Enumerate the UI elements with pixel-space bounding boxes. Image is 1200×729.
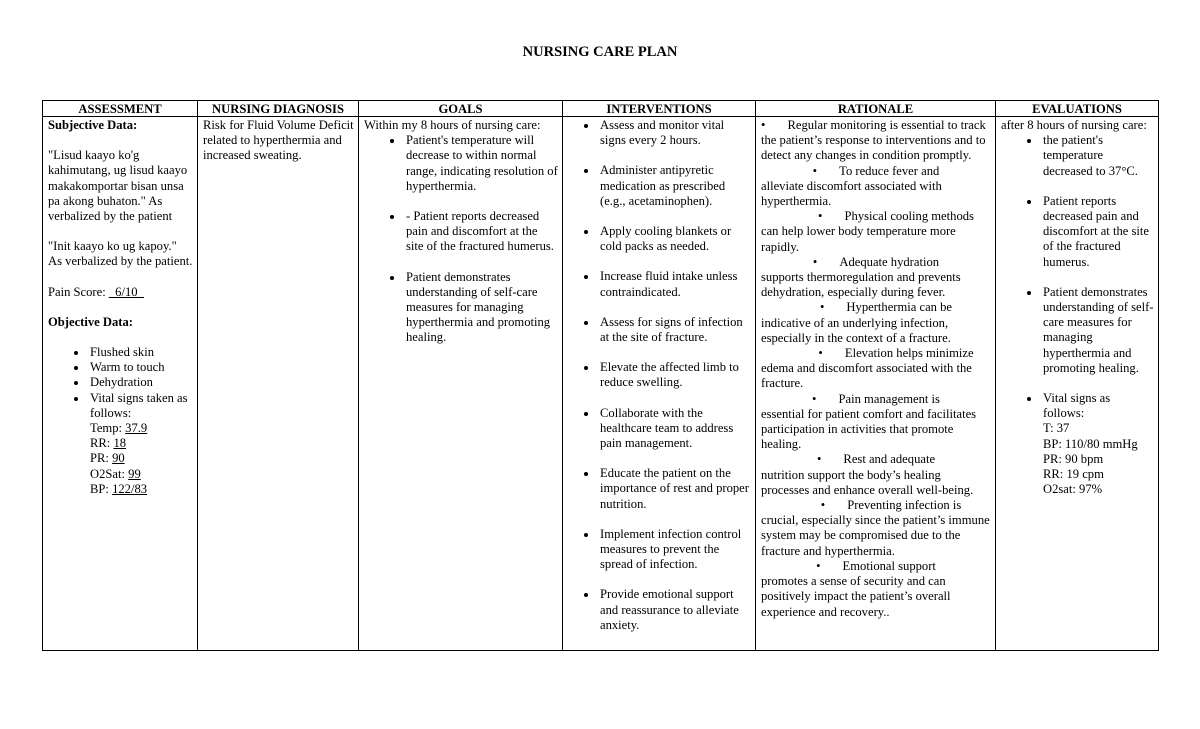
page-title: NURSING CARE PLAN: [522, 44, 678, 60]
list-item: • the patient's temperature decreased to 37°C.: [1041, 133, 1154, 179]
pain-score-value: _6/10_: [108, 284, 144, 299]
evaluations-cell: [996, 117, 1159, 651]
goals-list: [364, 133, 558, 345]
rationale-cell: [756, 117, 996, 651]
rationale-item: • Elevation helps minimize edema and discomfort associated with the fracture.: [761, 346, 974, 391]
header-rationale: RATIONALE: [756, 101, 996, 117]
list-item: • Elevate the affected limb to reduce swelling.: [598, 360, 751, 390]
header-nursing-diagnosis: NURSING DIAGNOSIS: [198, 101, 359, 117]
goals-cell: [359, 117, 563, 651]
vital-pr: PR: 90: [90, 451, 125, 466]
goals-intro: Within my 8 hours of nursing care:: [364, 118, 541, 132]
eval-vital-rr: RR: 19 cpm: [1043, 467, 1104, 482]
bullet-icon: •: [816, 558, 821, 573]
list-item: • Dehydration: [88, 375, 193, 390]
rationale-item: • Emotional support promotes a sense of security and can positively impact the patient’s overall experience and recovery..: [761, 558, 951, 619]
diagnosis-cell: [198, 117, 359, 651]
assessment-cell: [43, 117, 198, 651]
diagnosis-text: Risk for Fluid Volume Deficit related to hyperthermia and increased sweating.: [203, 118, 354, 163]
list-item: [88, 391, 193, 497]
list-item: • Provide emotional support and reassurance to alleviate anxiety.: [598, 587, 751, 633]
eval-vital-bp: BP: 110/80 mmHg: [1043, 436, 1138, 451]
patient-quote-2: "Init kaayo ko ug kapoy." As verbalized by the patient.: [48, 239, 193, 269]
bullet-icon: •: [819, 300, 825, 315]
vital-signs-intro: Vital signs taken as follows:: [90, 390, 188, 420]
evaluations-intro: after 8 hours of nursing care:: [1001, 118, 1147, 132]
list-item: • Collaborate with the healthcare team to address pain management.: [598, 406, 751, 452]
bullet-icon: •: [818, 209, 823, 224]
care-plan-table: [42, 100, 1159, 651]
list-item: • Patient reports decreased pain and discomfort at the site of the fractured humerus.: [1041, 194, 1154, 270]
eval-vital-pr: PR: 90 bpm: [1043, 451, 1104, 466]
list-item: • Patient's temperature will decrease to within normal range, indicating resolution of hyperthermia.: [404, 133, 558, 194]
interventions-cell: [563, 117, 756, 651]
plan-row: [43, 117, 1159, 651]
rationale-item: • Pain management is essential for patient comfort and facilitates participation in activities that promote healing.: [761, 391, 977, 452]
bullet-icon: •: [761, 118, 766, 132]
list-item: • Patient demonstrates understanding of self-care measures for managing hyperthermia and promoting healing.: [404, 270, 558, 346]
header-interventions: INTERVENTIONS: [563, 101, 756, 117]
rationale-item: • Physical cooling methods can help lower body temperature more rapidly.: [761, 209, 974, 254]
pain-score: [48, 285, 193, 300]
list-item: • Assess and monitor vital signs every 2 hours.: [598, 118, 751, 148]
bullet-icon: •: [812, 391, 817, 406]
list-item: • Flushed skin: [88, 345, 193, 360]
eval-vital-temp: T: 37: [1043, 421, 1070, 436]
bullet-icon: •: [818, 346, 823, 361]
rationale-item: • Regular monitoring is essential to track the patient’s response to interventions and to detect any changes in condition promptly.: [761, 118, 986, 163]
vital-rr: RR: 18: [90, 436, 127, 451]
objective-data-title: Objective Data:: [48, 314, 133, 329]
bullet-icon: •: [812, 163, 818, 178]
rationale-item: • Adequate hydration supports thermoregulation and prevents dehydration, especially during fever.: [761, 254, 961, 300]
list-item: • - Patient reports decreased pain and discomfort at the site of the fractured humerus.: [404, 209, 558, 255]
header-evaluations: EVALUATIONS: [996, 101, 1159, 117]
objective-list: [48, 345, 193, 497]
vital-signs-intro: Vital signs as follows:: [1043, 391, 1111, 421]
patient-quote-1: "Lisud kaayo ko'g kahimutang, ug lisud kaayo makakomportar bisan unsa pa akong buhaton." As verbalized by the patient: [48, 148, 188, 224]
list-item: • Educate the patient on the importance of rest and proper nutrition.: [598, 466, 751, 512]
list-item: • Warm to touch: [88, 360, 193, 375]
bullet-icon: •: [816, 452, 822, 467]
header-goals: GOALS: [359, 101, 563, 117]
interventions-list: [568, 118, 751, 633]
pain-score-label: Pain Score:: [48, 284, 109, 299]
header-row: [43, 101, 1159, 117]
bullet-icon: •: [820, 498, 826, 513]
evaluations-list: [1001, 133, 1154, 497]
list-item: • Apply cooling blankets or cold packs as needed.: [598, 224, 751, 254]
list-item: • Increase fluid intake unless contraindicated.: [598, 269, 751, 299]
rationale-item: • To reduce fever and alleviate discomfort associated with hyperthermia.: [761, 163, 942, 209]
list-item: • Patient demonstrates understanding of self-care measures for managing hyperthermia and promoting healing.: [1041, 285, 1154, 376]
eval-vital-o2sat: O2sat: 97%: [1043, 482, 1103, 497]
subjective-data-title: Subjective Data:: [48, 118, 138, 132]
vital-o2sat: O2Sat: 99: [90, 466, 141, 481]
bullet-icon: •: [812, 254, 818, 269]
rationale-item: • Preventing infection is crucial, especially since the patient’s immune system may be compromised due to the fracture and hyperthermia.: [761, 498, 990, 558]
list-item: • Implement infection control measures to prevent the spread of infection.: [598, 527, 751, 573]
list-item: [1041, 391, 1154, 497]
list-item: • Assess for signs of infection at the site of fracture.: [598, 315, 751, 345]
vital-bp: BP: 122/83: [90, 481, 148, 496]
header-assessment: ASSESSMENT: [43, 101, 198, 117]
rationale-item: • Hyperthermia can be indicative of an underlying infection, especially in the context of a fracture.: [761, 300, 953, 345]
list-item: • Administer antipyretic medication as prescribed (e.g., acetaminophen).: [598, 163, 751, 209]
vital-temp: Temp: 37.9: [90, 421, 148, 436]
rationale-item: • Rest and adequate nutrition support the body’s healing processes and enhance overall well-being.: [761, 452, 974, 497]
